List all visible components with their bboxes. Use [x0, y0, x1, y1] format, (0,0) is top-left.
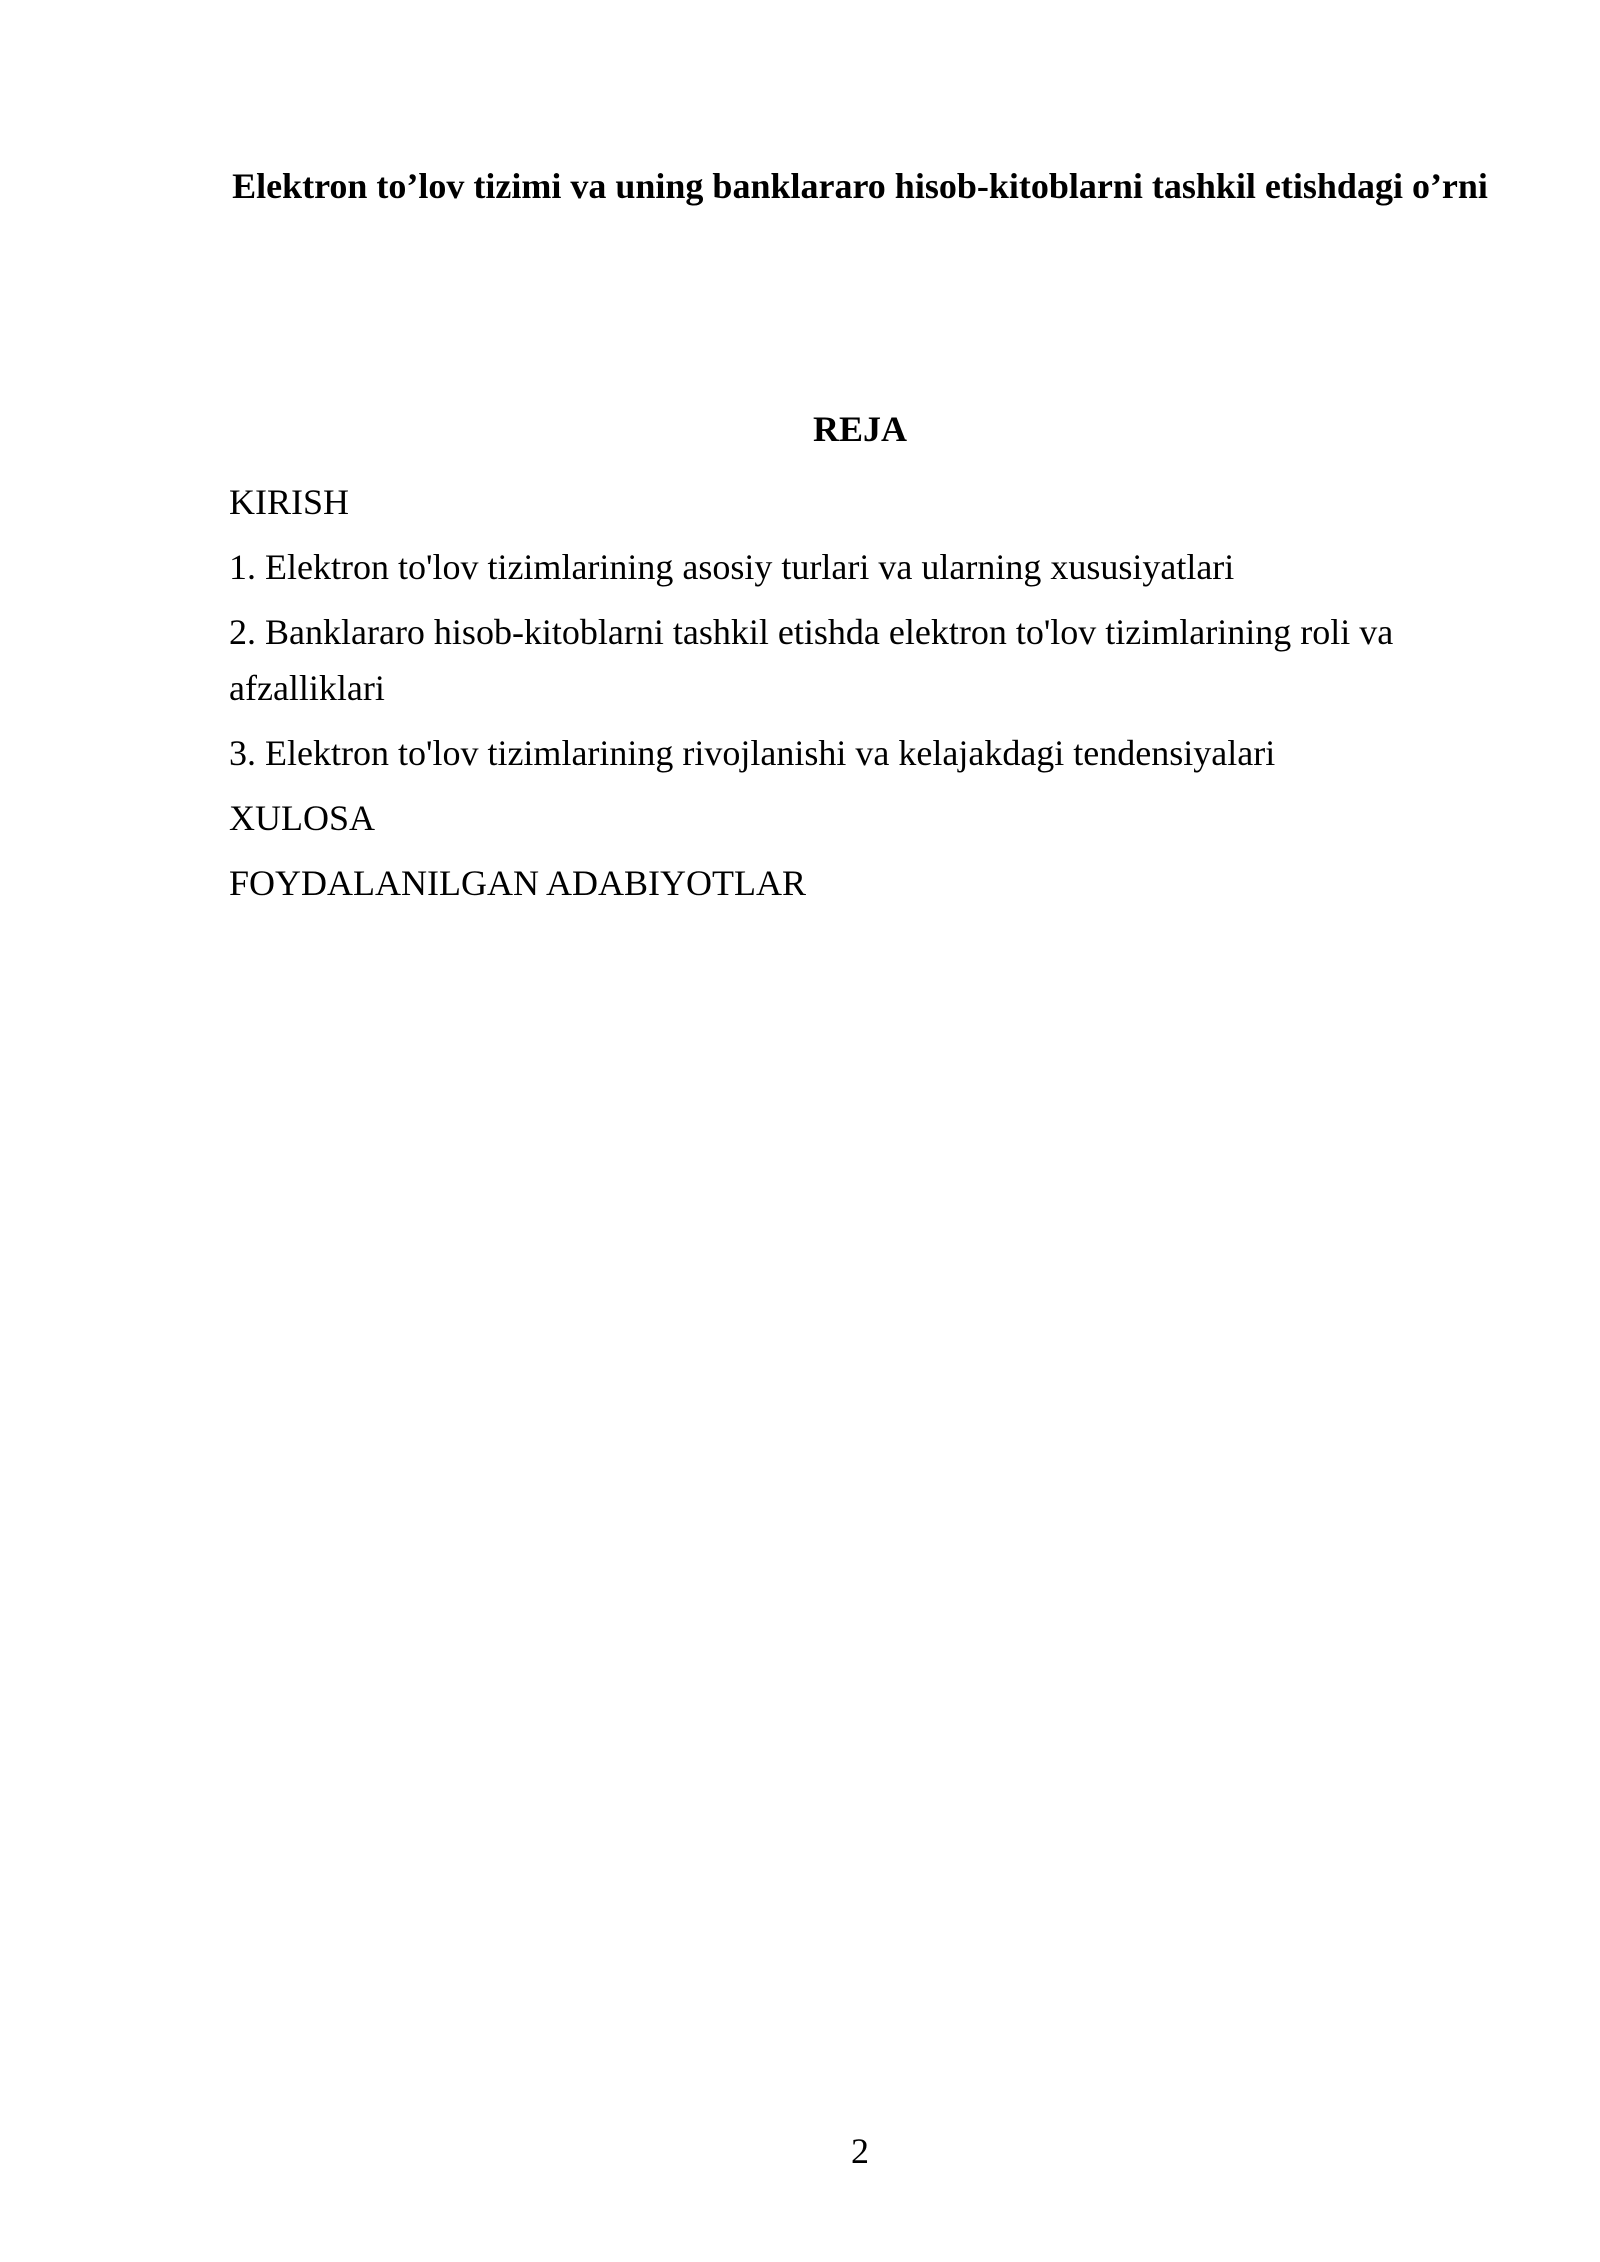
plan-list — [229, 474, 1489, 920]
plan-item-introduction: KIRISH — [229, 482, 350, 522]
plan-item-3: 3. Elektron to'lov tizimlarining rivojlanishi va kelajakdagi tendensiyalari — [229, 733, 1276, 773]
plan-item-conclusion: XULOSA — [229, 798, 376, 838]
document-title: Elektron to’lov tizimi va uning banklararo hisob-kitoblarni tashkil etishdagi o’rni — [232, 166, 1488, 206]
plan-heading: REJA — [812, 409, 907, 449]
plan-item-2: 2. Banklararo hisob-kitoblarni tashkil etishda elektron to'lov tizimlarining roli va afzalliklari — [229, 612, 1394, 708]
plan-item-references: FOYDALANILGAN ADABIYOTLAR — [229, 863, 806, 903]
page-number: 2 — [851, 2131, 869, 2171]
plan-item-1: 1. Elektron to'lov tizimlarining asosiy turlari va ularning xususiyatlari — [229, 547, 1235, 587]
